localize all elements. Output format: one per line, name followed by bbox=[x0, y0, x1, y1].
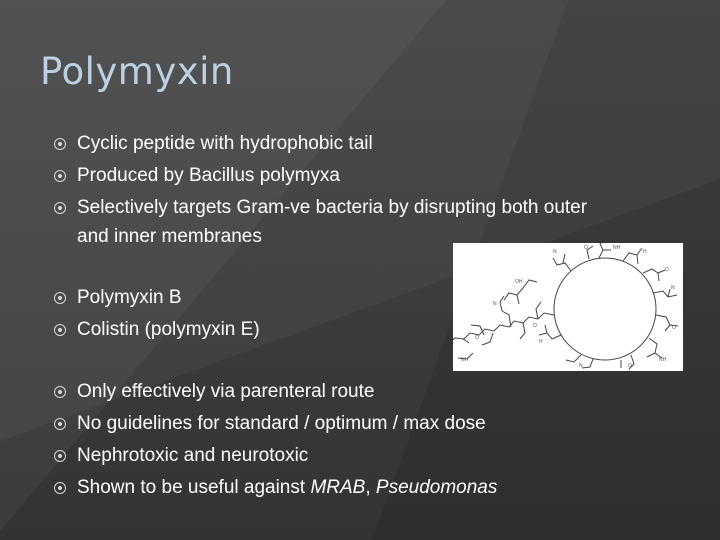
bullet-text-italic-mrab: MRAB bbox=[310, 477, 366, 498]
bullet-text: Selectively targets Gram-ve bacteria by disrupting both outer and inner membranes bbox=[77, 197, 588, 247]
circled-dot-icon bbox=[54, 292, 66, 304]
circled-dot-icon bbox=[54, 202, 66, 214]
circled-dot-icon bbox=[54, 482, 66, 494]
bullet-text-prefix: Shown to be useful against bbox=[77, 477, 311, 498]
circled-dot-icon bbox=[54, 386, 66, 398]
circled-dot-icon bbox=[54, 450, 66, 462]
bullet-text-italic-pseudomonas: Pseudomonas bbox=[375, 477, 498, 498]
bullet-text-separator: , bbox=[365, 477, 376, 498]
svg-text:H: H bbox=[539, 339, 543, 345]
svg-text:H: H bbox=[643, 249, 647, 255]
circled-dot-icon bbox=[54, 418, 66, 430]
molecule-structure-image bbox=[453, 243, 683, 371]
svg-text:O: O bbox=[584, 245, 588, 251]
svg-text:NH: NH bbox=[461, 357, 469, 363]
svg-text:O: O bbox=[665, 267, 669, 273]
svg-text:NH: NH bbox=[613, 245, 621, 251]
svg-text:N: N bbox=[493, 301, 497, 307]
svg-text:N: N bbox=[579, 363, 583, 369]
bullet-text: Polymyxin B bbox=[77, 287, 182, 308]
svg-text:NH: NH bbox=[659, 357, 667, 363]
svg-text:OH: OH bbox=[515, 279, 523, 285]
circled-dot-icon bbox=[54, 138, 66, 150]
svg-text:O: O bbox=[628, 363, 632, 369]
svg-text:N: N bbox=[553, 249, 557, 255]
molecule-structure-drawing bbox=[453, 243, 683, 371]
bullet-text bbox=[77, 473, 637, 502]
svg-text:N: N bbox=[671, 285, 675, 291]
bullet-text: Colistin (polymyxin E) bbox=[77, 319, 260, 340]
bullet-text: Produced by Bacillus polymyxa bbox=[77, 165, 340, 186]
bullet-text: Cyclic peptide with hydrophobic tail bbox=[77, 133, 373, 154]
svg-text:O: O bbox=[533, 323, 537, 329]
svg-text:O: O bbox=[475, 335, 479, 341]
bullet-text: No guidelines for standard / optimum / max dose bbox=[77, 413, 486, 434]
bullet-text: Only effectively via parenteral route bbox=[77, 381, 375, 402]
circled-dot-icon bbox=[54, 170, 66, 182]
bullet-text: Nephrotoxic and neurotoxic bbox=[77, 445, 309, 466]
slide-title: Polymyxin bbox=[40, 50, 234, 93]
circled-dot-icon bbox=[54, 324, 66, 336]
svg-text:O: O bbox=[672, 325, 676, 331]
